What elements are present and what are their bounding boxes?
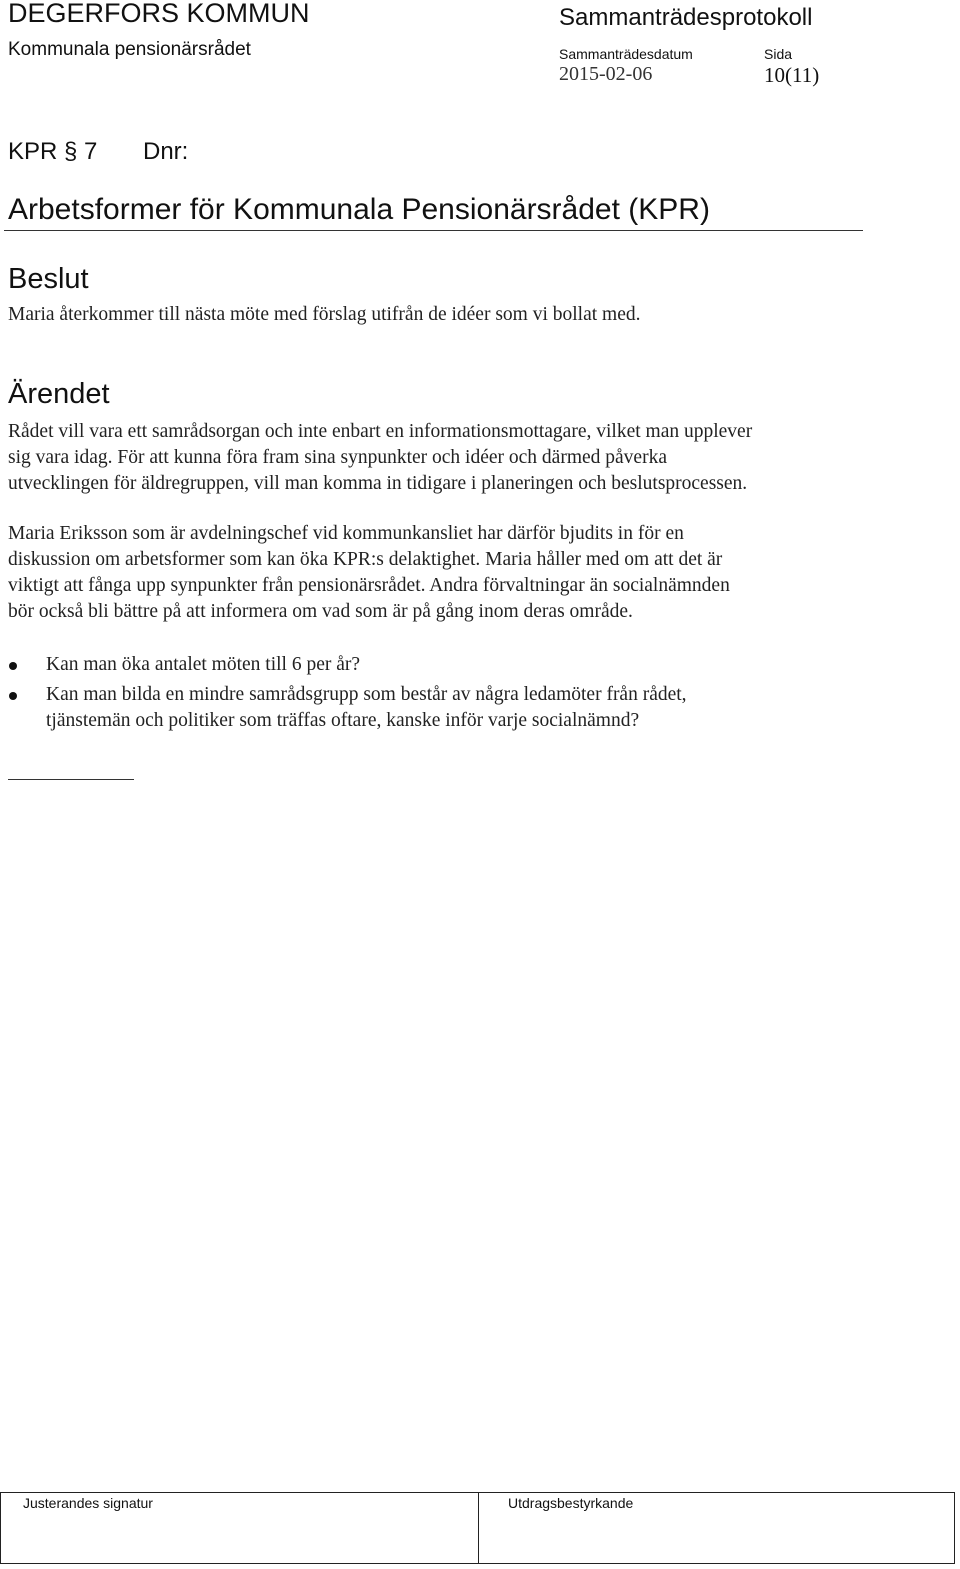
- meeting-date-label: Sammanträdesdatum: [559, 46, 693, 62]
- list-item-text: tjänstemän och politiker som träffas oftare, kanske inför varje socialnämnd?: [46, 710, 640, 731]
- matter-heading: Ärendet: [8, 378, 110, 410]
- meeting-date-value: 2015-02-06: [559, 63, 653, 85]
- paragraph-line: diskussion om arbetsformer som kan öka KPR:s delaktighet. Maria håller med om att det är: [8, 549, 723, 570]
- question-list: [8, 652, 908, 738]
- list-item: [8, 652, 908, 678]
- paragraph-line: utvecklingen för äldregruppen, vill man komma in tidigare i planeringen och beslutsprocessen.: [8, 473, 748, 494]
- signature-box: [0, 1492, 955, 1564]
- decision-text: Maria återkommer till nästa möte med förslag utifrån de idéer som vi bollat med.: [8, 304, 641, 325]
- title-underline: [4, 230, 863, 231]
- page-number: 10(11): [764, 63, 820, 87]
- decision-heading: Beslut: [8, 263, 89, 295]
- section-id: KPR § 7: [8, 138, 98, 165]
- paragraph-line: sig vara idag. För att kunna föra fram sina synpunkter och idéer och därmed påverka: [8, 447, 667, 468]
- list-item: [8, 682, 908, 734]
- page-label: Sida: [764, 46, 793, 62]
- signature-box-divider: [478, 1493, 479, 1563]
- paragraph-line: Rådet vill vara ett samrådsorgan och inte enbart en informationsmottagare, vilket man upplever: [8, 421, 753, 442]
- list-item-text: Kan man öka antalet möten till 6 per år?: [46, 654, 361, 675]
- paragraph-line: viktigt att fånga upp synpunkter från pensionärsrådet. Andra förvaltningar än socialnämnden: [8, 575, 730, 596]
- organization-name: DEGERFORS KOMMUN: [8, 0, 310, 28]
- matter-paragraph-2: [8, 521, 878, 625]
- council-name: Kommunala pensionärsrådet: [8, 39, 251, 60]
- paragraph-line: Maria Eriksson som är avdelningschef vid kommunkansliet har därför bjudits in för en: [8, 523, 684, 544]
- dnr-label: Dnr:: [143, 138, 189, 165]
- document-type: Sammanträdesprotokoll: [559, 4, 813, 31]
- matter-paragraph-1: [8, 419, 878, 497]
- paragraph-line: bör också bli bättre på att informera om vad som är på gång inom deras område.: [8, 601, 633, 622]
- bullet-dot-icon: [9, 692, 17, 700]
- list-item-text: Kan man bilda en mindre samrådsgrupp som består av några ledamöter från rådet,: [46, 684, 687, 705]
- certification-label: Utdragsbestyrkande: [508, 1495, 634, 1511]
- case-title: Arbetsformer för Kommunala Pensionärsrådet (KPR): [8, 193, 710, 226]
- bullet-dot-icon: [9, 662, 17, 670]
- signature-label: Justerandes signatur: [23, 1495, 153, 1511]
- footnote-separator: [8, 779, 134, 780]
